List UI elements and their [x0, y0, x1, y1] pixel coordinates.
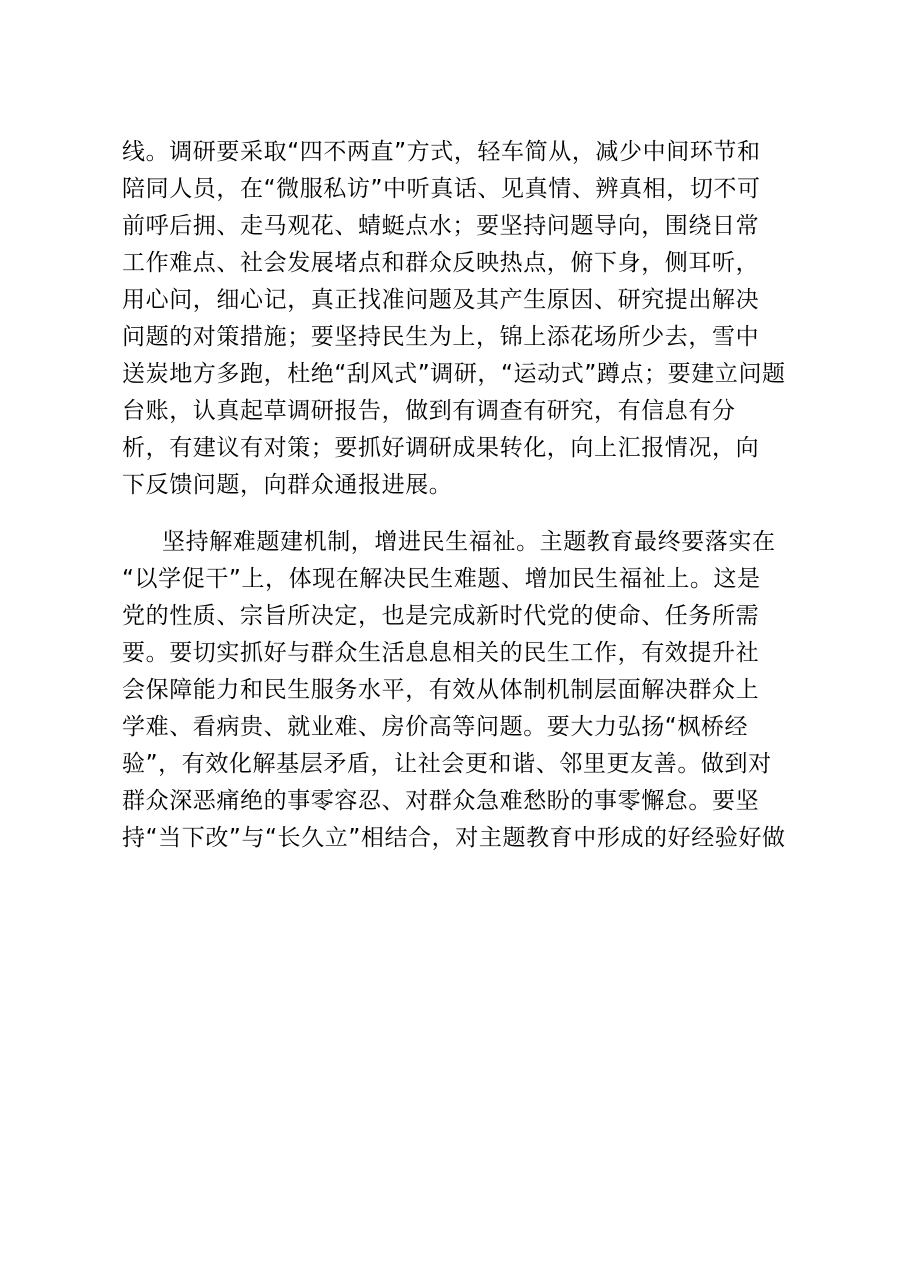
text-line: 线。调研要采取“四不两直”方式，轻车简从，减少中间环节和	[122, 139, 761, 165]
text-line: 送炭地方多跑，杜绝“刮风式”调研，“运动式”蹲点；要建立问题	[122, 361, 786, 387]
text-line: 析，有建议有对策；要抓好调研成果转化，向上汇报情况，向	[122, 435, 760, 461]
body-text	[122, 134, 802, 857]
text-line: 要。要切实抓好与群众生活息息相关的民生工作，有效提升社	[122, 640, 760, 666]
text-line: 陪同人员，在“微服私访”中听真话、见真情、辨真相，切不可	[122, 176, 761, 202]
text-line: 持“当下改”与“长久立”相结合，对主题教育中形成的好经验好做	[122, 825, 786, 851]
text-line: 验”，有效化解基层矛盾，让社会更和谐、邻里更友善。做到对	[122, 751, 772, 777]
text-line: “以学促干”上，体现在解决民生难题、增加民生福祉上。这是	[122, 566, 761, 592]
text-line: 问题的对策措施；要坚持民生为上，锦上添花场所少去，雪中	[122, 324, 760, 350]
text-line: 前呼后拥、走马观花、蜻蜓点水；要坚持问题导向，围绕日常	[122, 213, 760, 239]
paragraph-1	[122, 134, 802, 504]
text-line: 台账，认真起草调研报告，做到有调查有研究，有信息有分	[122, 398, 736, 424]
text-line: 群众深恶痛绝的事零容忍、对群众急难愁盼的事零懈怠。要坚	[122, 788, 760, 814]
text-line: 用心问，细心记，真正找准问题及其产生原因、研究提出解决	[122, 287, 760, 313]
paragraph-2	[122, 524, 802, 857]
text-line: 工作难点、社会发展堵点和群众反映热点，俯下身，侧耳听，	[122, 250, 760, 276]
paragraph-spacer	[122, 504, 802, 524]
text-line: 坚持解难题建机制，增进民生福祉。主题教育最终要落实在	[162, 529, 776, 555]
text-line: 下反馈问题，向群众通报进展。	[122, 472, 453, 498]
text-line: 党的性质、宗旨所决定，也是完成新时代党的使命、任务所需	[122, 603, 760, 629]
text-line: 学难、看病贵、就业难、房价高等问题。要大力弘扬“枫桥经	[122, 714, 749, 740]
text-line: 会保障能力和民生服务水平，有效从体制机制层面解决群众上	[122, 677, 760, 703]
